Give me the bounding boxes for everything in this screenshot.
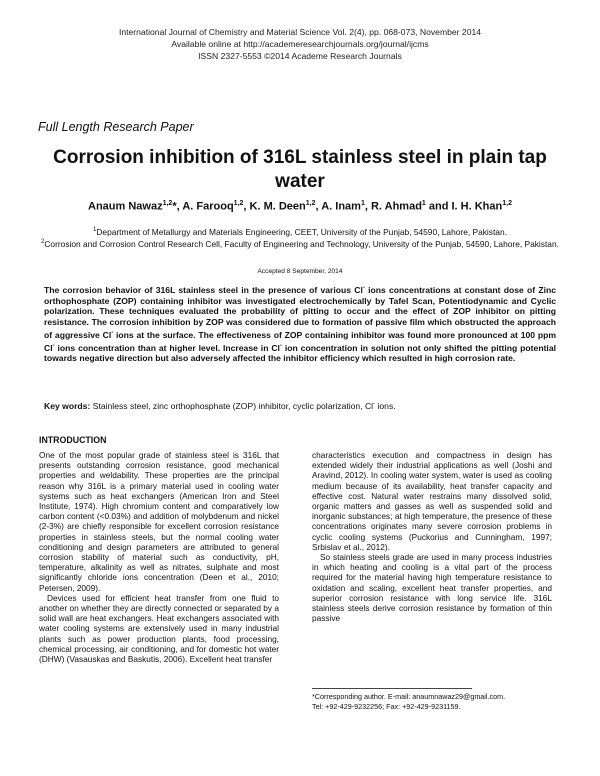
paragraph: One of the most popular grade of stainless steel is 316L that presents outstanding corrosion resistance, good mechanical properties and weldability. These properties are the principal reason why 316L is a primary material used in cooling water systems such as heat exchangers (American Iron and Steel Institute, 1974). High chromium content and comparatively low carbon content (<0.03%) and addition of molybdenum and nickel (2-3%) are chiefly responsible for excellent corrosion resistance properties in stainless steels, but the normal cooling water conditioning and design parameters are attributed to general corrosion stability of material such as conductivity, pH, temperature, alkalinity as well as nitrates, sulphate and most significantly chloride ions concentration (Deen et al., 2010; Petersen, 2009). xyxy=(39,450,279,593)
author-name: Anaum Nawaz xyxy=(88,200,163,213)
paragraph: Devices used for efficient heat transfer from one fluid to another on whether they are directly connected or separated by a solid wall are heat exchangers. Heat exchangers associated with water cooling systems are extensively used in many industrial plants such as power production plants, food processing, chemical processing, air conditioning, and for domestic hot water (DHW) (Vasauskas and Baskutis, 2006). Excellent heat transfer xyxy=(39,592,279,665)
paragraph: So stainless steels grade are used in many process industries in which heating and cooling is a vital part of the process required for the material having high temperature resistance to oxidation and scaling, excellent heat transfer properties, and superior corrosion resistance with long service life. 316L stainless steels derive corrosion resistance by formation of thin passive xyxy=(312,552,552,624)
author-affiliation-mark: 1 xyxy=(421,200,426,207)
author-separator: , xyxy=(315,200,322,213)
abstract: The corrosion behavior of 316L stainless steel in the presence of various Cl- ions concentrations at constant dose of Zinc orthophosphate (ZOP) containing inhibitor was investigated electrochemically by Tafel Scan, Potentiodynamic and Cyclic polarization. These techniques evaluated the probability of pitting to occur and the effect of ZOP inhibitor on pitting resistance. The corrosion inhibition by ZOP was considered due to formation of passive film which obstructed the approach of aggressive Cl- ions at the surface. The effectiveness of ZOP containing inhibitor was found more pronounced at 100 ppm Cl- ions concentration than at higher level. Increase in Cl- ion concentration in solution not only shifted the pitting potential towards negative direction but also adversely affected the inhibitor efficiency which resulted in high corrosion rate. xyxy=(44,284,556,364)
author-affiliation-mark: 1 xyxy=(360,200,365,207)
footnote-phone: Tel: +92-429-9232256; Fax: +92-429-9231159. xyxy=(312,701,461,711)
author-separator: *, xyxy=(172,200,183,213)
affiliation-number: 1 xyxy=(93,227,97,233)
affiliation-text: Corrosion and Corrosion Control Research Cell, Faculty of Engineering and Technology, University of the Punjab, 54590, Lahore, Pakistan. xyxy=(44,238,559,249)
author-separator: and xyxy=(425,200,452,213)
author-separator: , xyxy=(243,200,250,213)
paragraph: characteristics execution and compactness in design has extended widely their industrial applications as well (Joshi and Aravind, 2012). In cooling water system, water is used as cooling medium because of its availability, heat transfer capacity and effective cost. Natural water restrains many dissolved solid, organic matters and gasses as well as suspended solid and inorganic substances; at high temperature, the presence of these concentrations originates many severe corrosion problems in cyclic cooling systems (Puckorius and Cunningham, 1997; Srbislav et al., 2012). xyxy=(312,450,552,552)
author-name: K. M. Deen xyxy=(249,200,306,213)
footnote-email: *Corresponding author. E-mail: anaumnawaz29@gmail.com. xyxy=(312,692,506,701)
corresponding-author-footnote xyxy=(312,692,562,711)
author-name: R. Ahmad xyxy=(370,200,422,213)
body-column-right xyxy=(312,450,552,623)
article-type-label: Full Length Research Paper xyxy=(38,120,194,134)
footnote-divider xyxy=(312,688,472,689)
author-name: A. Farooq xyxy=(182,200,234,213)
author-name: I. H. Khan xyxy=(451,200,503,213)
affiliation-2 xyxy=(40,237,560,250)
section-heading-introduction: INTRODUCTION xyxy=(39,435,107,445)
journal-url-line: Available online at http://academeresearchjournals.org/journal/ijcms xyxy=(171,39,429,49)
journal-issn-line: ISSN 2327-5553 ©2014 Academe Research Journals xyxy=(198,51,402,61)
author-affiliation-mark: 1,2 xyxy=(162,200,173,207)
author-list xyxy=(0,200,600,213)
keywords-label: Key words: xyxy=(44,401,91,411)
author-separator: , xyxy=(364,200,371,213)
body-column-left xyxy=(39,450,279,664)
author-affiliation-mark: 1,2 xyxy=(502,200,512,207)
accepted-date: Accepted 8 September, 2014 xyxy=(257,268,343,275)
author-name: A. Inam xyxy=(321,200,361,213)
keywords: Key words: Stainless steel, zinc orthophosphate (ZOP) inhibitor, cyclic polarization, Cl- ions. xyxy=(44,401,396,411)
journal-citation: International Journal of Chemistry and Material Science Vol. 2(4), pp. 068-073, November 2014 xyxy=(118,27,482,37)
affiliation-text: Department of Metallurgy and Materials Engineering, CEET, University of the Punjab, 54590, Lahore, Pakistan. xyxy=(96,226,507,237)
author-affiliation-mark: 1,2 xyxy=(305,200,316,207)
affiliation-number: 2 xyxy=(41,239,45,245)
paper-title: Corrosion inhibition of 316L stainless steel in plain tap water xyxy=(53,147,547,192)
author-affiliation-mark: 1,2 xyxy=(233,200,244,207)
